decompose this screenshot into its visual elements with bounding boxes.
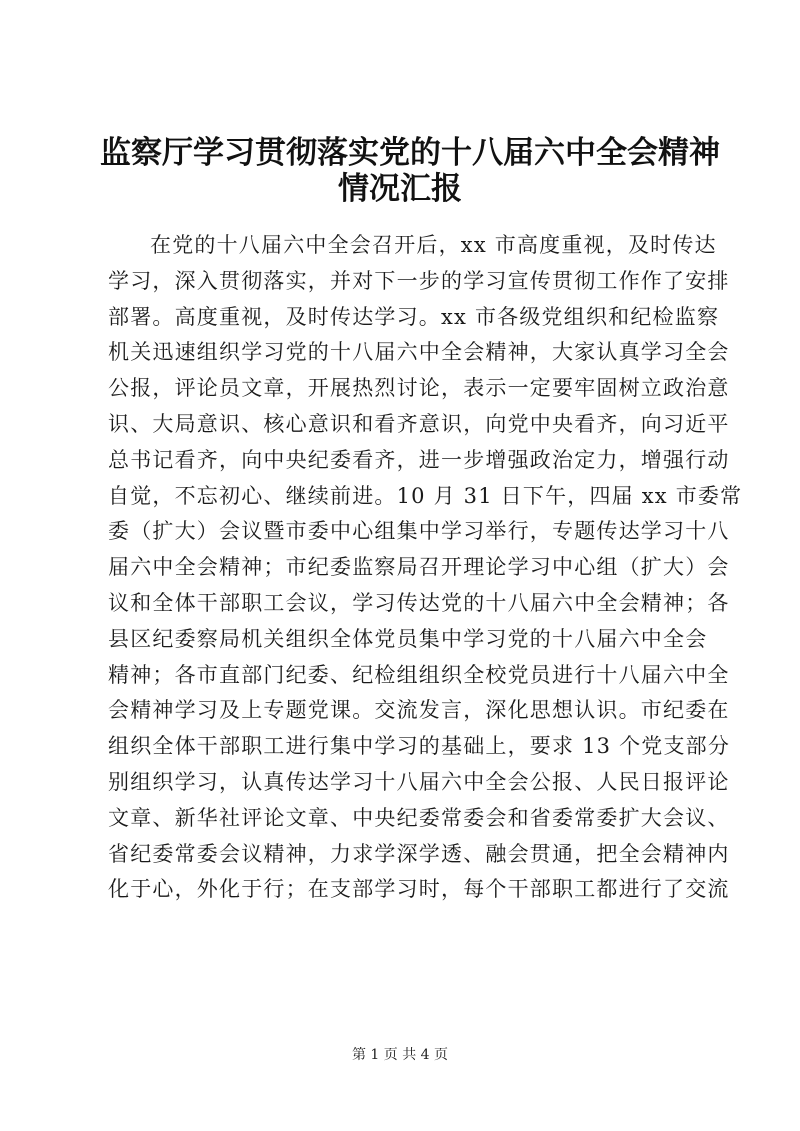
body-line: 组织全体干部职工进行集中学习的基础上，要求 13 个党支部分 [108,734,731,759]
body-line: 化于心，外化于行；在支部学习时，每个干部职工都进行了交流 [108,877,730,902]
body-line: 文章、新华社评论文章、中央纪委常委会和省委常委扩大会议、 [108,805,730,830]
body-line: 在党的十八届六中全会召开后，xx 市高度重视，及时传达 [150,233,717,257]
body-line: 届六中全会精神；市纪委监察局召开理论学习中心组（扩大）会 [108,555,730,580]
body-line: 自觉，不忘初心、继续前进。10 月 31 日下午，四届 xx 市委常 [108,483,743,508]
body-line: 部署。高度重视，及时传达学习。xx 市各级党组织和纪检监察 [108,304,720,329]
body-line: 总书记看齐，向中央纪委看齐，进一步增强政治定力，增强行动 [108,447,730,472]
body-line: 机关迅速组织学习党的十八届六中全会精神，大家认真学习全会 [108,340,730,365]
body-line: 委（扩大）会议暨市委中心组集中学习举行，专题传达学习十八 [108,519,730,544]
body-line: 会精神学习及上专题党课。交流发言，深化思想认识。市纪委在 [108,698,730,723]
document-title [100,132,720,207]
body-line: 县区纪委察局机关组织全体党员集中学习党的十八届六中全会 [108,626,708,651]
body-line: 识、大局意识、核心意识和看齐意识，向党中央看齐，向习近平 [108,411,730,436]
body-paragraph [108,228,743,908]
body-line: 学习，深入贯彻落实，并对下一步的学习宣传贯彻工作作了安排 [108,268,730,293]
page-number-footer: 第 1 页 共 4 页 [351,1047,449,1063]
body-line: 精神；各市直部门纪委、纪检组组织全校党员进行十八届六中全 [108,662,730,687]
body-line: 别组织学习，认真传达学习十八届六中全会公报、人民日报评论 [108,769,730,794]
title-line-1: 监察厅学习贯彻落实党的十八届六中全会精神 [100,135,720,171]
body-line: 议和全体干部职工会议，学习传达党的十八届六中全会精神；各 [108,590,730,615]
title-line-2: 情况汇报 [338,170,462,207]
body-line: 公报，评论员文章，开展热烈讨论，表示一定要牢固树立政治意 [108,376,730,401]
body-line: 省纪委常委会议精神，力求学深学透、融会贯通，把全会精神内 [108,841,730,866]
